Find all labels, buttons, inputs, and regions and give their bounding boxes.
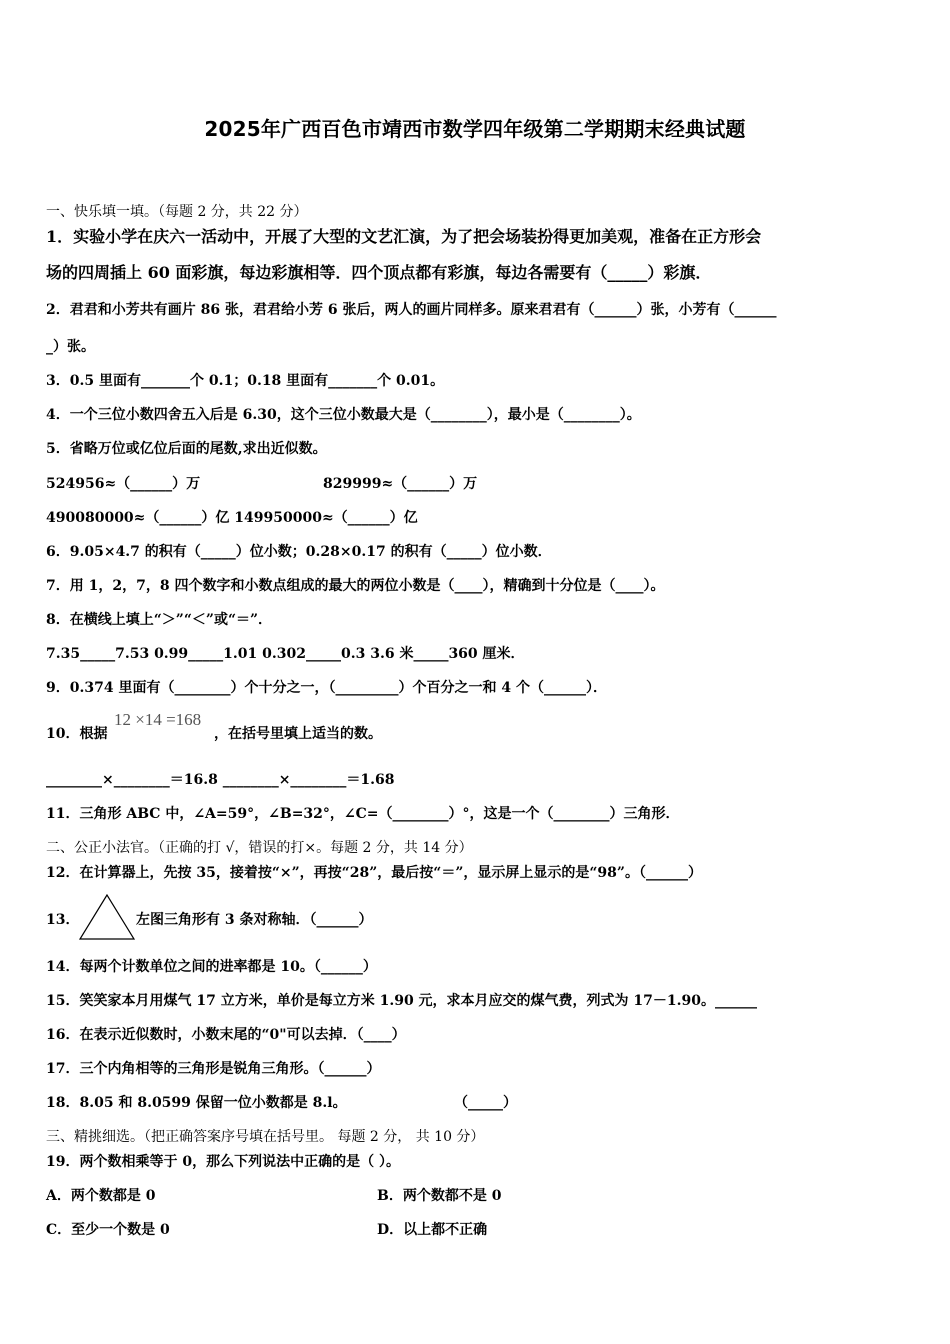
page-title: 2025年广西百色市靖西市数学四年级第二学期期末经典试题 [204, 117, 746, 141]
question-10-prefix: 10．根据 [46, 726, 108, 742]
section-1-heading: 一、快乐填一填。（每题 2 分，共 22 分） [46, 204, 308, 220]
option-a: A．两个数都是 0 [46, 1188, 156, 1204]
question-1-line-1: 1．实验小学在庆六一活动中，开展了大型的文艺汇演，为了把会场装扮得更加美观，准备在正方形会 [46, 227, 762, 246]
question-3: 3．0.5 里面有_______个 0.1；0.18 里面有_______个 0.01。 [46, 373, 445, 389]
question-18-blank: （_____） [454, 1095, 517, 1111]
question-15: 15．笑笑家本月用煤气 17 立方米，单价是每立方米 1.90 元，求本月应交的煤气费，列式为 17－1.90。______ [46, 993, 758, 1009]
question-8-items: 7.35_____7.53 0.99_____1.01 0.302_____0.3 3.6 米_____360 厘米． [46, 646, 525, 662]
question-5-items-cd: 490080000≈（______）亿 149950000≈（______）亿 [46, 510, 418, 526]
triangle-figure-icon [78, 893, 136, 941]
question-14: 14．每两个计数单位之间的进率都是 10。（______） [46, 959, 377, 975]
question-8: 8．在横线上填上“＞”“＜”或“＝”． [46, 612, 273, 628]
question-10-formula: 12 ×14 =168 [114, 710, 202, 729]
section-3-heading: 三、精挑细选。（把正确答案序号填在括号里。 每题 2 分， 共 10 分） [46, 1129, 485, 1145]
question-2-line-1: 2．君君和小芳共有画片 86 张，君君给小芳 6 张后，两人的画片同样多。原来君君有（______）张，小芳有（______ [46, 302, 777, 318]
section-2-heading: 二、公正小法官。（正确的打 √，错误的打×。每题 2 分，共 14 分） [46, 840, 473, 856]
question-16: 16．在表示近似数时，小数末尾的“0"可以去掉．（____） [46, 1027, 406, 1043]
option-b: B．两个数都不是 0 [377, 1188, 502, 1204]
question-5: 5．省略万位或亿位后面的尾数,求出近似数。 [46, 441, 327, 457]
question-10-suffix: ，在括号里填上适当的数。 [214, 726, 382, 742]
question-11: 11．三角形 ABC 中，∠A=59°，∠B=32°，∠C=（________）°，这是一个（________）三角形． [46, 806, 680, 822]
question-5-item-b: 829999≈（______）万 [323, 476, 478, 492]
question-1-line-2: 场的四周插上 60 面彩旗，每边彩旗相等．四个顶点都有彩旗，每边各需要有（_____）彩旗． [46, 263, 712, 282]
question-9: 9．0.374 里面有（________）个十分之一，（_________）个百分之一和 4 个（______）． [46, 680, 607, 696]
option-c: C．至少一个数是 0 [46, 1222, 170, 1238]
question-17: 17．三个内角相等的三角形是锐角三角形。（______） [46, 1061, 381, 1077]
question-4: 4．一个三位小数四舍五入后是 6.30，这个三位小数最大是（________），最小是（________）。 [46, 407, 641, 423]
question-18: 18．8.05 和 8.0599 保留一位小数都是 8.l。 [46, 1095, 347, 1111]
question-13-text: 左图三角形有 3 条对称轴．（______） [136, 912, 373, 928]
question-7: 7．用 1，2，7，8 四个数字和小数点组成的最大的两位小数是（____），精确到十分位是（____）。 [46, 578, 665, 594]
question-13-prefix: 13． [46, 912, 80, 928]
question-12: 12．在计算器上，先按 35，接着按“×”，再按“28”，最后按“＝”，显示屏上显示的是“98”。（______） [46, 865, 702, 881]
question-19: 19．两个数相乘等于 0，那么下列说法中正确的是（ ）。 [46, 1154, 400, 1170]
question-2-line-2: _）张。 [46, 339, 95, 355]
question-6: 6．9.05×4.7 的积有（_____）位小数；0.28×0.17 的积有（_____）位小数． [46, 544, 552, 560]
question-10-blanks: ________×________＝16.8 ________×________＝1.68 [46, 772, 395, 788]
question-5-item-a: 524956≈（______）万 [46, 476, 201, 492]
option-d: D．以上都不正确 [377, 1222, 488, 1238]
